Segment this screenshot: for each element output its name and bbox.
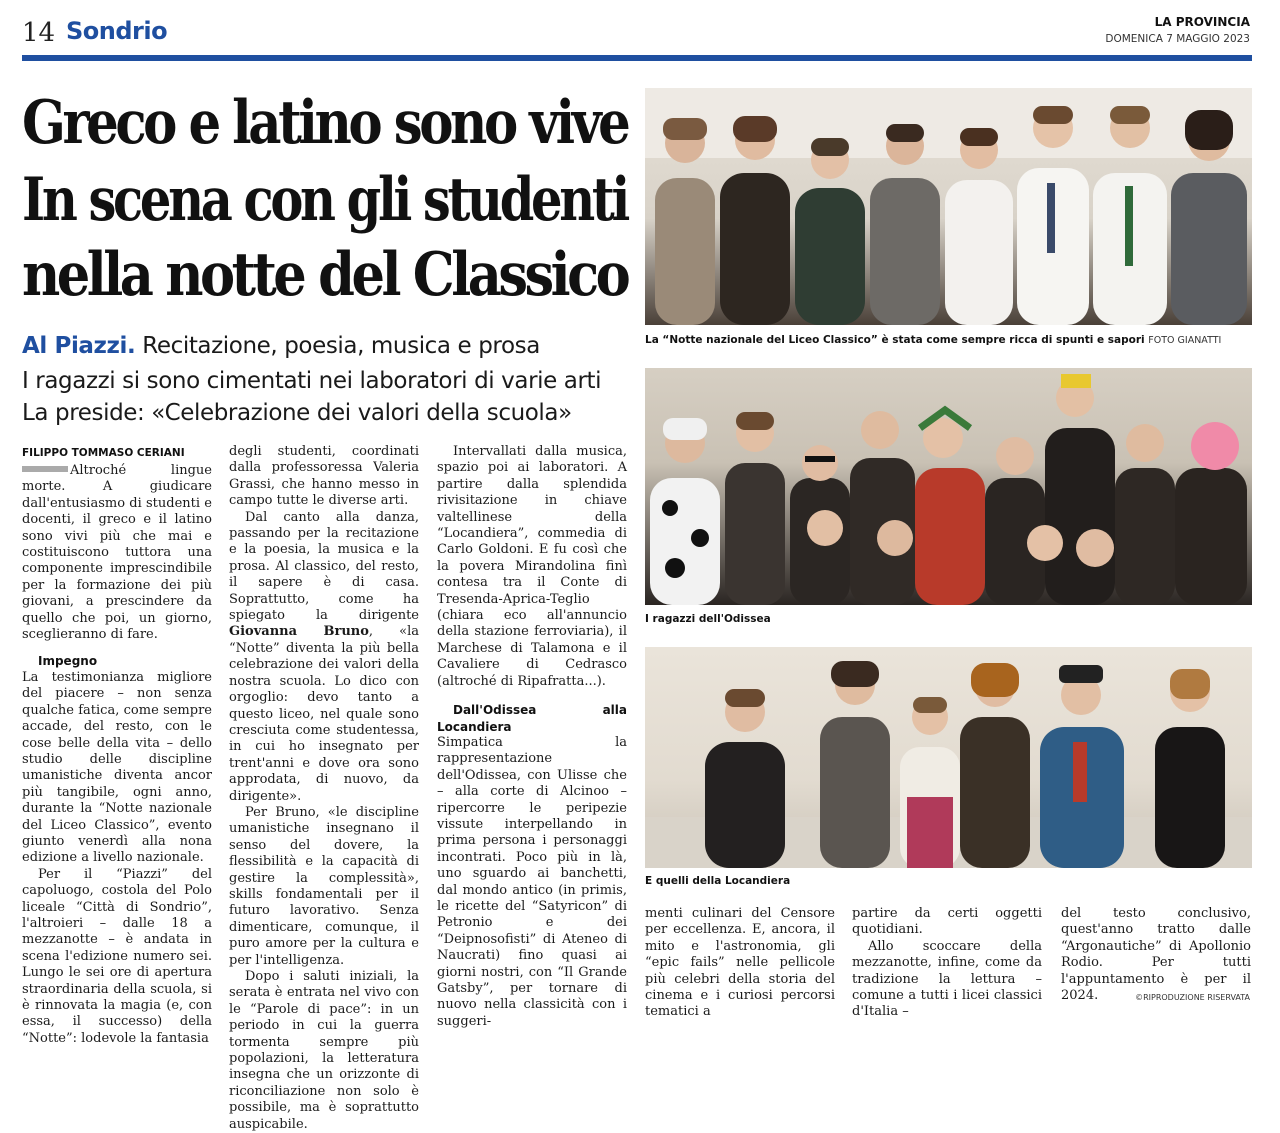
paragraph: Per Bruno, «le discipline umanistiche insegnano il senso del dovere, la flessibilità e la capacità di gestire la complessità», skills fondamentali per il futuro lavorativo. Senza dimenticare, comunque, il puro amore per la cultura e per l'intelligenza.: [229, 804, 419, 968]
paragraph: partire da certi oggetti quotidiani.: [852, 906, 1042, 938]
article-subhead: Dall'Odissea alla Locandiera: [437, 703, 627, 734]
paragraph-text: , «la “Notte” diventa la più bella celebrazione dei valori della nostra scuola. Lo dico con orgoglio: devo tanto a questo liceo, nel quale sono cresciuta come studentessa, in cui ho insegnato per trent'anni e dove ora sono approdata, di nuovo, da dirigente».: [229, 624, 419, 804]
headline-line-1: Greco e latino sono vive: [22, 88, 628, 158]
group-photo-locandiera: [645, 647, 1252, 868]
photo-caption-3: E quelli della Locandiera: [645, 875, 791, 887]
photo-caption-2: I ragazzi dell'Odissea: [645, 613, 771, 625]
group-photo-notte: [645, 88, 1252, 325]
article-column-3: [437, 444, 627, 1030]
group-photo-locandiera-figures: [645, 647, 1252, 868]
article-column-6: [1061, 906, 1251, 1004]
copyright-notice: ©RIPRODUZIONE RISERVATA: [1135, 993, 1250, 1002]
masthead: LA PROVINCIA: [1154, 15, 1250, 29]
issue-date: DOMENICA 7 MAGGIO 2023: [1105, 33, 1250, 45]
subheadline-line-1: [22, 333, 540, 359]
paragraph: Dopo i saluti iniziali, la serata è entrata nel vivo con le “Parole di pace”: in un periodo in cui la guerra tormenta sempre più popolazioni, la letteratura insegna che un orizzonte di riconciliazione non solo è possibile, ma è soprattutto auspicabile.: [229, 969, 419, 1132]
paragraph: degli studenti, coordinati dalla professoressa Valeria Grassi, che hanno messo in campo tutte le diverse arti.: [229, 444, 419, 509]
group-photo-notte-figures: [645, 88, 1252, 325]
paragraph-text: Dal canto alla danza, passando per la recitazione e la poesia, la musica e la prosa. Al classico, del resto, il sapere è di casa. Soprattutto, come ha spiegato la dirigente: [229, 509, 419, 624]
subheadline-line-3: La preside: «Celebrazione dei valori della scuola»: [22, 400, 572, 426]
headline-line-3: nella notte del Classico: [22, 240, 628, 310]
group-photo-odissea: [645, 368, 1252, 605]
subheadline-line-2: I ragazzi si sono cimentati nei laboratori di varie arti: [22, 368, 602, 394]
group-photo-odissea-figures: [645, 368, 1252, 605]
article-column-4: [645, 906, 835, 1021]
kicker: Al Piazzi.: [22, 333, 136, 359]
person-name: Giovanna Bruno: [229, 624, 369, 640]
section-title: Sondrio: [66, 17, 168, 45]
photo-caption-1: [645, 334, 1221, 346]
paragraph: del testo conclusivo, quest'anno tratto dalle “Argonautiche” di Apollonio Rodio. Per tutti l'appuntamento è per il 2024.: [1061, 906, 1251, 1004]
paragraph: Simpatica la rappresentazione dell'Odissea, con Ulisse che – alla corte di Alcinoo – ripercorre le peripezie vissute interpellando in prima persona i personaggi incontrati. Poco più in là, uno sguardo ai banchetti, dal mondo antico (in primis, le ricette del “Satyricon” di Petronio e dei “Deipnosofisti” di Ateneo di Naucrati) fino quasi ai giorni nostri, con “Il Grande Gatsby”, per tornare di nuovo nella classicità con i suggeri-: [437, 734, 627, 1029]
paragraph: Per il “Piazzi” del capoluogo, costola del Polo liceale “Città di Sondrio”, l'altroieri – dalle 18 a mezzanotte – è andata in scena l'edizione numero sei. Lungo le sei ore di apertura straordinaria della scuola, si è rinnovata la magia (e, con essa, il successo) della “Notte”: lodevole la fantasia: [22, 866, 212, 1046]
article-column-1: [22, 447, 212, 1047]
paragraph: [229, 510, 419, 805]
article-subhead: Impegno: [38, 654, 98, 669]
paragraph: La testimonianza migliore del piacere – non senza qualche fatica, come sempre accade, del resto, con le cose belle della vita – dello studio delle discipline umanistiche diventa ancor più tangibile, ogni anno, durante la “Notte nazionale del Liceo Classico”, evento giunto venerdì alla nona edizione a livello nazionale.: [22, 669, 212, 866]
article-column-5: [852, 906, 1042, 1021]
paragraph: menti culinari del Censore per eccellenza. E, ancora, il mito e l'astronomia, gli “epic fails” nelle pellicole più celebri della storia del cinema e i curiosi percorsi tematici a: [645, 906, 835, 1020]
byline: FILIPPO TOMMASO CERIANI: [22, 447, 185, 459]
headline-line-2: In scena con gli studenti: [22, 165, 627, 235]
subheadline-text-1: Recitazione, poesia, musica e prosa: [142, 333, 540, 359]
page-number: 14: [22, 18, 56, 48]
byline-bar: [22, 466, 68, 472]
caption-text: La “Notte nazionale del Liceo Classico” è stata come sempre ricca di spunti e sapori: [645, 334, 1145, 346]
header-rule: [22, 55, 1252, 61]
paragraph: Altroché lingue morte. A giudicare dall'entusiasmo di studenti e docenti, il greco e il latino sono vivi più che mai e costituiscono tuttora una componente imprescindibile per la formazione dei più giovani, a prescindere da quello che poi, un giorno, sceglieranno di fare.: [22, 463, 212, 643]
photo-credit: FOTO GIANATTI: [1148, 335, 1222, 346]
paragraph: Intervallati dalla musica, spazio poi ai laboratori. A partire dalla splendida rivisitazione in chiave valtellinese della “Locandiera”, commedia di Carlo Goldoni. E fu così che la povera Mirandolina finì contesa tra il Conte di Tresenda-Aprica-Teglio (chiara eco all'annuncio della stazione ferroviaria), il Marchese di Talamona e il Cavaliere di Cedrasco (altroché di Ripafratta...).: [437, 444, 627, 689]
paragraph: Allo scoccare della mezzanotte, infine, come da tradizione la lettura – comune a tutti i licei classici d'Italia –: [852, 938, 1042, 1020]
